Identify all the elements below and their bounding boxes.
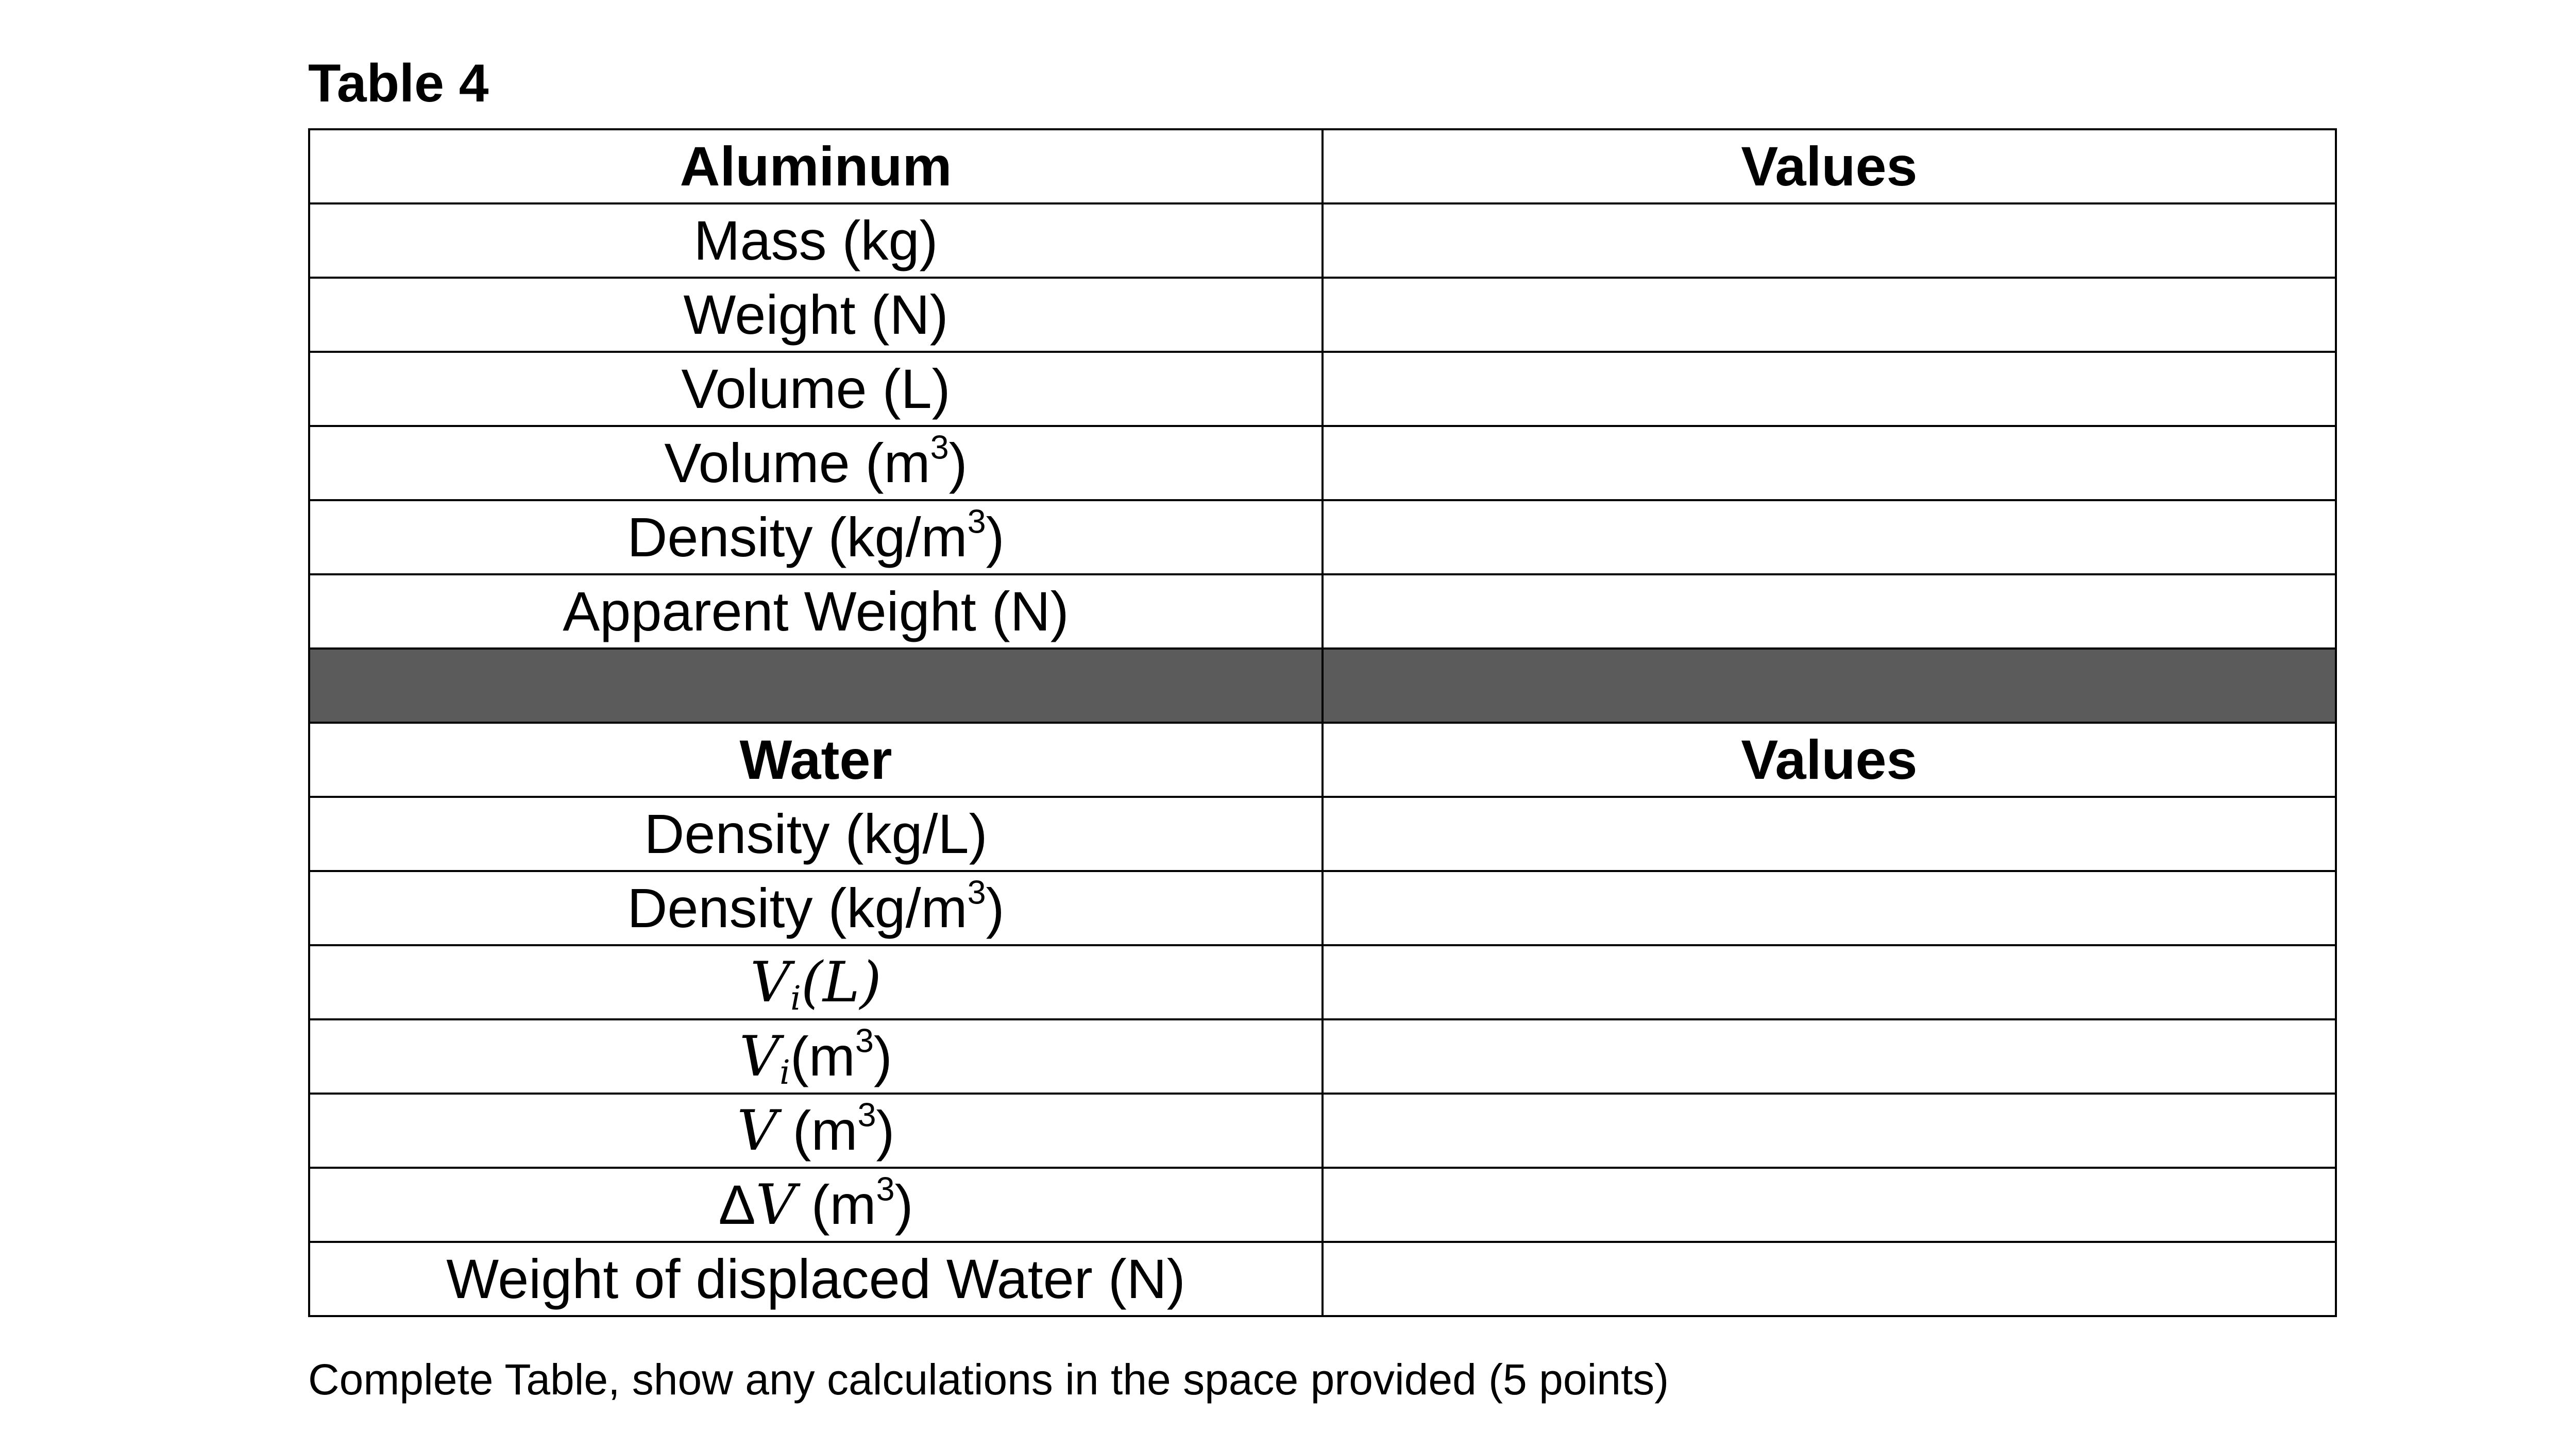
water-header-row [309, 723, 2336, 797]
value-cell-apparent-weight[interactable] [1323, 574, 2336, 649]
value-cell-volume-m3[interactable] [1323, 426, 2336, 500]
value-cell-v-m3[interactable] [1323, 1094, 2336, 1168]
value-cell-water-density-l[interactable] [1323, 797, 2336, 871]
table-row [309, 871, 2336, 945]
row-label-weight: Weight (N) [309, 278, 1323, 352]
value-cell-displaced-weight[interactable] [1323, 1242, 2336, 1316]
table-row [309, 1094, 2336, 1168]
table-row [309, 1168, 2336, 1242]
table-title: Table 4 [308, 54, 489, 113]
table-row [309, 945, 2336, 1019]
value-cell-water-density-m3[interactable] [1323, 871, 2336, 945]
water-values-header: Values [1323, 723, 2336, 797]
row-label-mass: Mass (kg) [309, 203, 1323, 278]
row-label-water-density-l: Density (kg/L) [309, 797, 1323, 871]
table-row [309, 797, 2336, 871]
separator-cell [309, 649, 1323, 723]
separator-cell [1323, 649, 2336, 723]
aluminum-header: Aluminum [309, 129, 1323, 203]
table-row [309, 426, 2336, 500]
data-table [308, 128, 2337, 1317]
row-label-vi-m3: $V_i(m^3)$ [309, 1019, 1323, 1094]
row-label-delta-v: ΔV $(m^3)$ [309, 1168, 1323, 1242]
table-row [309, 203, 2336, 278]
value-cell-weight[interactable] [1323, 278, 2336, 352]
table-row [309, 1019, 2336, 1094]
separator-row [309, 649, 2336, 723]
table-row [309, 1242, 2336, 1316]
water-header: Water [309, 723, 1323, 797]
table-row [309, 352, 2336, 426]
row-label-volume-m3: Volume $(m^3)$ [309, 426, 1323, 500]
value-cell-delta-v[interactable] [1323, 1168, 2336, 1242]
table-row [309, 278, 2336, 352]
row-label-density: Density $(kg/m^3)$ [309, 500, 1323, 574]
row-label-water-density-m3: Density $(kg/m^3)$ [309, 871, 1323, 945]
aluminum-values-header: Values [1323, 129, 2336, 203]
value-cell-volume-l[interactable] [1323, 352, 2336, 426]
row-label-volume-l: Volume (L) [309, 352, 1323, 426]
value-cell-density[interactable] [1323, 500, 2336, 574]
row-label-apparent-weight: Apparent Weight (N) [309, 574, 1323, 649]
value-cell-vi-l[interactable] [1323, 945, 2336, 1019]
table-row [309, 500, 2336, 574]
value-cell-vi-m3[interactable] [1323, 1019, 2336, 1094]
row-label-displaced-weight: Weight of displaced Water (N) [309, 1242, 1323, 1316]
row-label-vi-l: $V_i(L)$ [309, 945, 1323, 1019]
aluminum-header-row [309, 129, 2336, 203]
table-row [309, 574, 2336, 649]
value-cell-mass[interactable] [1323, 203, 2336, 278]
instructions-note: Complete Table, show any calculations in the space provided (5 points) [308, 1355, 1669, 1404]
row-label-v-m3: V $(m^3)$ [309, 1094, 1323, 1168]
